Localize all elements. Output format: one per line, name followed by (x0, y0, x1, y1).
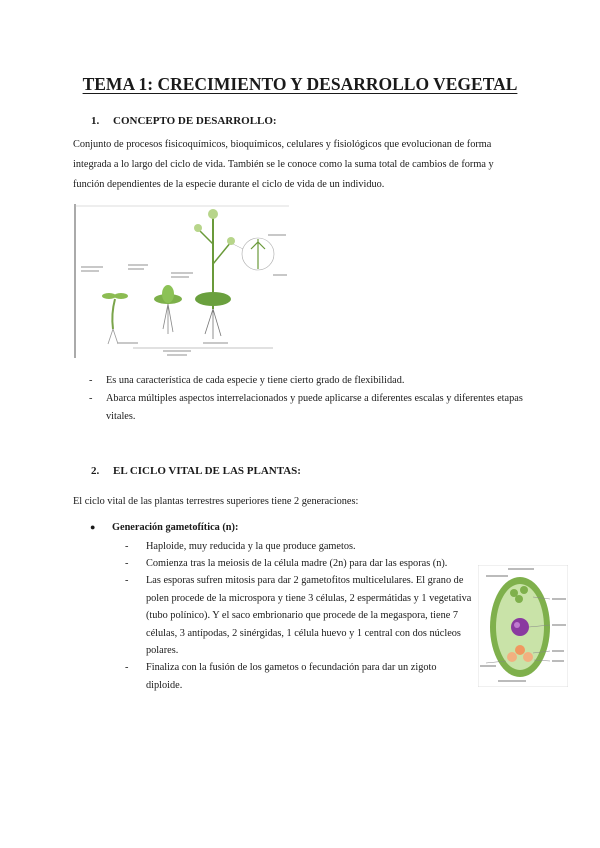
section-2-intro: El ciclo vital de las plantas terrestres superiores tiene 2 generaciones: (73, 496, 359, 507)
rosette-illustration (154, 285, 182, 334)
synergid (507, 652, 517, 662)
generation-heading: ● Generación gametofítica (n): (90, 522, 239, 533)
seedling-illustration (102, 293, 128, 344)
plant-development-figure (73, 204, 291, 358)
embryo-sac-figure (478, 565, 568, 687)
egg-cell (515, 645, 525, 655)
page-title: TEMA 1: CRECIMIENTO Y DESARROLLO VEGETAL (82, 74, 518, 94)
flowering-plant-illustration (194, 209, 235, 339)
section-2-heading: 2. EL CICLO VITAL DE LAS PLANTAS: (91, 465, 301, 477)
synergid (523, 652, 533, 662)
central-cell-nucleus (511, 618, 529, 636)
section-1-paragraph: Conjunto de procesos fisicoquímicos, bioquímicos, celulares y fisiológicos que evolucionan de forma integrada a lo largo del ciclo de vida. También se le conoce como la suma total de cambios de forma y función dependientes de la especie durante el ciclo de vida de un individuo. (73, 139, 494, 190)
section-1-heading: 1. CONCEPTO DE DESARROLLO: (91, 115, 277, 127)
flower-detail-illustration (233, 238, 274, 270)
